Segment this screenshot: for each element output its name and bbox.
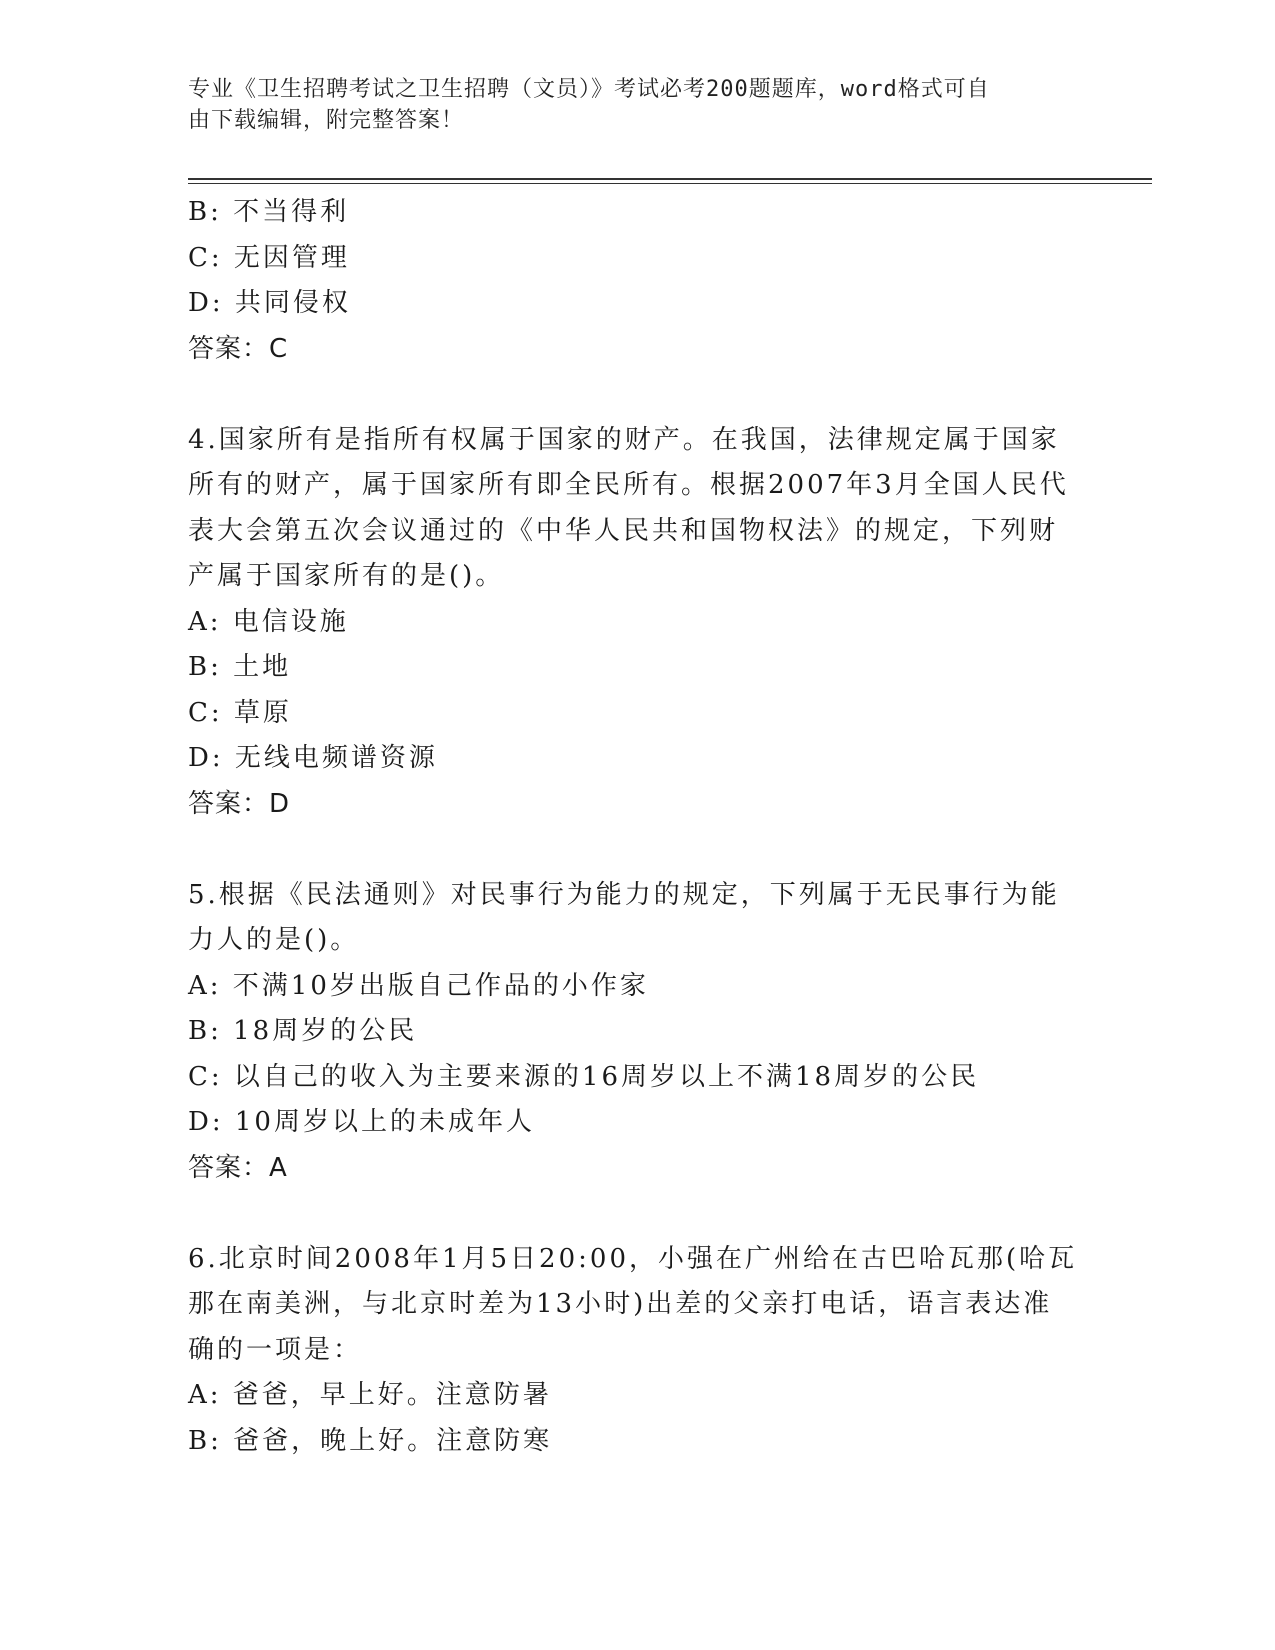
answer-line: 答案：A xyxy=(188,1152,288,1183)
option-b: B: 18周岁的公民 xyxy=(188,1016,418,1046)
question-stem-line: 确的一项是： xyxy=(188,1334,363,1365)
header-line-2: 由下载编辑，附完整答案！ xyxy=(188,108,465,133)
answer-line: 答案：D xyxy=(188,788,291,819)
spacer xyxy=(188,372,1088,418)
question-stem-line: 4.国家所有是指所有权属于国家的财产。在我国，法律规定属于国家 xyxy=(188,424,1060,455)
question-3-tail xyxy=(188,190,1088,372)
option-c: C: 草原 xyxy=(188,697,292,728)
option-c: C: 无因管理 xyxy=(188,242,350,273)
answer-line: 答案：C xyxy=(188,333,289,364)
question-stem-line: 力人的是()。 xyxy=(188,925,360,955)
question-stem-line: 所有的财产，属于国家所有即全民所有。根据2007年3月全国人民代 xyxy=(188,470,1069,500)
option-d: D: 无线电频谱资源 xyxy=(188,743,438,773)
option-a: A: 电信设施 xyxy=(188,606,349,637)
option-d: D: 共同侵权 xyxy=(188,288,351,318)
question-stem-line: 表大会第五次会议通过的《中华人民共和国物权法》的规定，下列财 xyxy=(188,515,1059,546)
spacer xyxy=(188,827,1088,873)
question-6 xyxy=(188,1237,1088,1465)
option-c: C: 以自己的收入为主要来源的16周岁以上不满18周岁的公民 xyxy=(188,1061,980,1092)
option-b: B: 土地 xyxy=(188,652,292,682)
option-b: B: 不当得利 xyxy=(188,197,350,227)
option-d: D: 10周岁以上的未成年人 xyxy=(188,1107,535,1137)
option-a: A: 不满10岁出版自己作品的小作家 xyxy=(188,970,649,1001)
header-divider-thick xyxy=(188,178,1152,180)
question-stem-line: 5.根据《民法通则》对民事行为能力的规定，下列属于无民事行为能 xyxy=(188,879,1060,910)
header-divider-thin xyxy=(188,183,1152,184)
question-stem-line: 6.北京时间2008年1月5日20:00，小强在广州给在古巴哈瓦那(哈瓦 xyxy=(188,1243,1078,1274)
question-4 xyxy=(188,418,1088,828)
header-line-1: 专业《卫生招聘考试之卫生招聘（文员）》考试必考200题题库，word格式可自 xyxy=(188,77,990,102)
spacer xyxy=(188,1191,1088,1237)
question-stem-line: 那在南美洲，与北京时差为13小时)出差的父亲打电话，语言表达准 xyxy=(188,1289,1053,1319)
page-header xyxy=(188,74,1068,136)
option-a: A: 爸爸，早上好。注意防暑 xyxy=(188,1380,552,1410)
question-5 xyxy=(188,873,1088,1192)
question-stem-line: 产属于国家所有的是()。 xyxy=(188,561,505,591)
option-b: B: 爸爸，晚上好。注意防寒 xyxy=(188,1425,553,1456)
document-body xyxy=(188,190,1088,1464)
